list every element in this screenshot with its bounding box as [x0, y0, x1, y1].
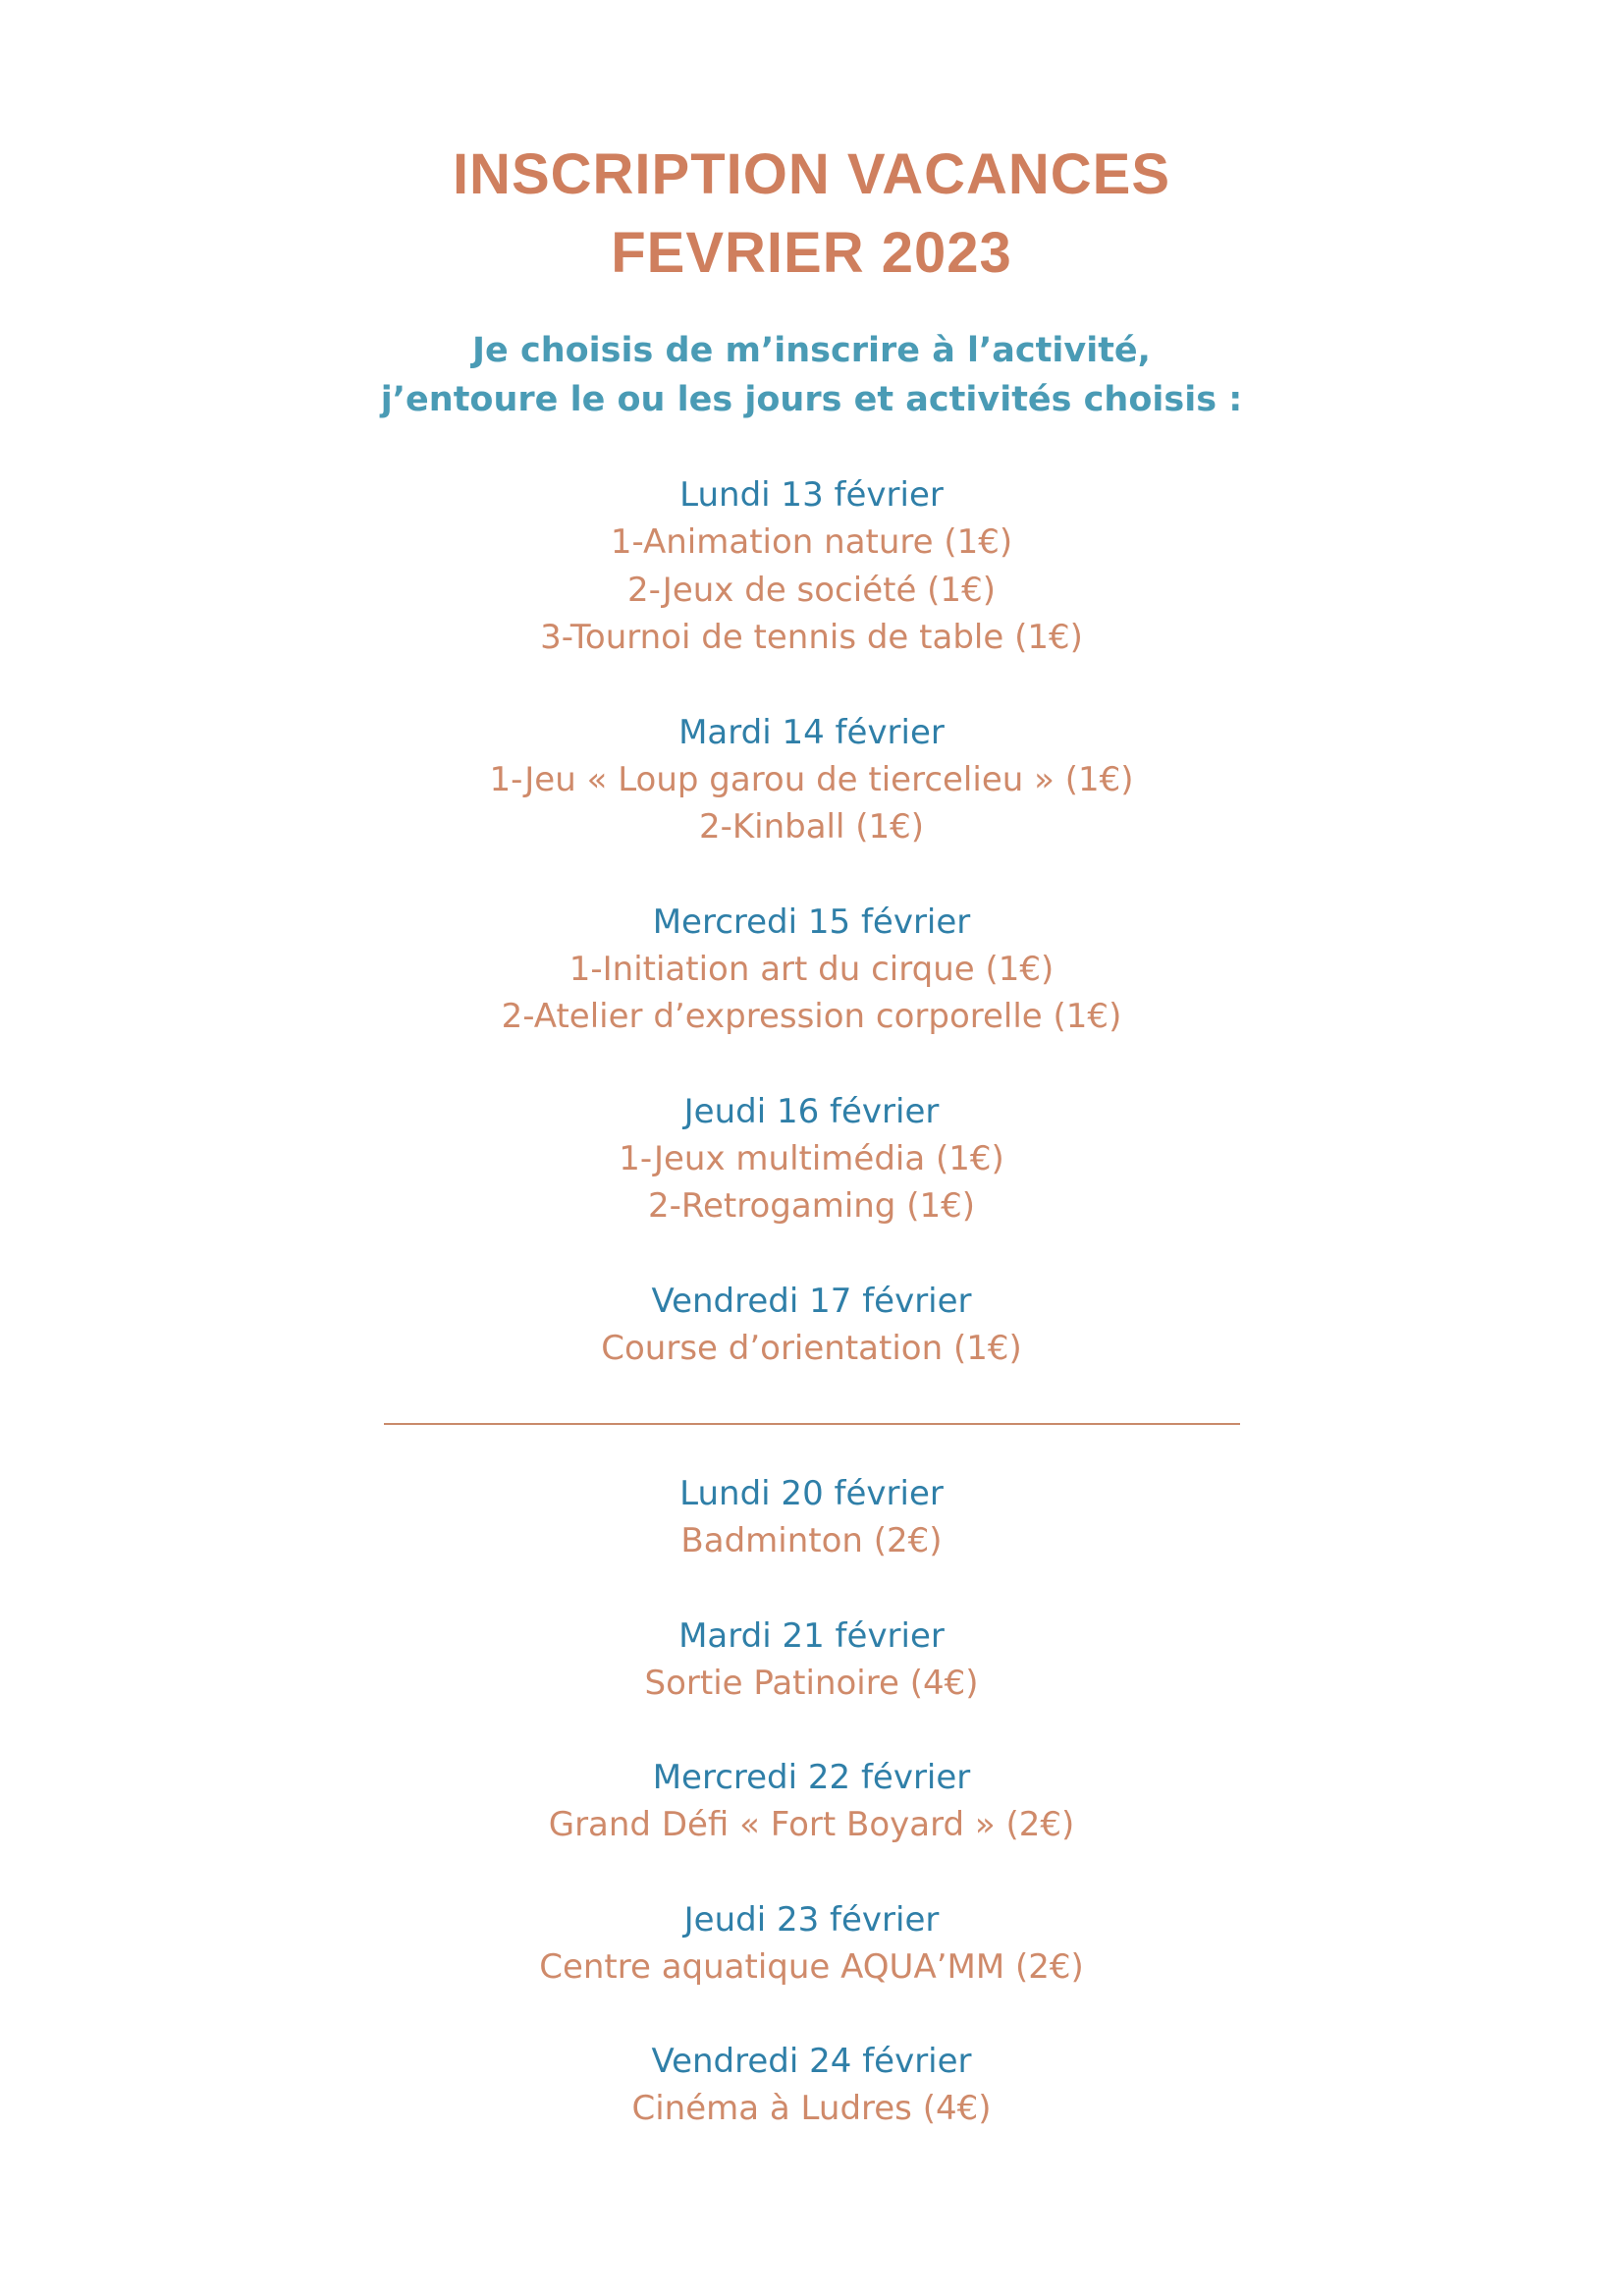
day-group-jeudi-16	[0, 1088, 1623, 1230]
activity-item[interactable]: 1-Initiation art du cirque (1€)	[568, 949, 1055, 989]
day-group-jeudi-23	[0, 1896, 1623, 1992]
activity-item[interactable]: 3-Tournoi de tennis de table (1€)	[540, 618, 1083, 657]
day-group-mardi-21	[0, 1613, 1623, 1708]
day-group-lundi-13	[0, 471, 1623, 662]
day-group-lundi-20	[0, 1470, 1623, 1565]
day-heading: Lundi 13 février	[679, 475, 944, 515]
day-heading: Mercredi 22 février	[652, 1758, 971, 1797]
activity-item[interactable]: 2-Atelier d’expression corporelle (1€)	[501, 997, 1122, 1036]
title-line-1: INSCRIPTION VACANCES	[452, 142, 1171, 206]
day-group-mardi-14	[0, 709, 1623, 851]
day-heading: Lundi 20 février	[679, 1474, 944, 1513]
day-group-vendredi-24	[0, 2038, 1623, 2133]
spacer	[0, 1991, 1623, 2038]
day-group-mercredi-22	[0, 1754, 1623, 1849]
spacer	[0, 1230, 1623, 1278]
activity-item[interactable]: Course d’orientation (1€)	[601, 1328, 1022, 1368]
instructions	[0, 326, 1623, 424]
day-group-vendredi-17	[0, 1278, 1623, 1373]
instructions-line-1: Je choisis de m’inscrire à l’activité,	[472, 331, 1151, 370]
activity-item[interactable]: Badminton (2€)	[680, 1521, 943, 1560]
activity-item[interactable]: Cinéma à Ludres (4€)	[631, 2089, 992, 2128]
activity-schedule	[0, 471, 1623, 2133]
day-heading: Mardi 14 février	[678, 712, 945, 752]
title-line-2: FEVRIER 2023	[611, 221, 1012, 285]
activity-item[interactable]: Centre aquatique AQUA’MM (2€)	[539, 1946, 1084, 1987]
day-heading: Jeudi 16 février	[683, 1091, 940, 1131]
activity-item[interactable]: 1-Animation nature (1€)	[610, 522, 1013, 562]
spacer	[0, 851, 1623, 899]
activity-item[interactable]: 2-Jeux de société (1€)	[627, 570, 996, 610]
activity-item[interactable]: Sortie Patinoire (4€)	[644, 1663, 979, 1703]
spacer	[0, 1565, 1623, 1613]
week-divider	[384, 1423, 1240, 1425]
day-heading: Mercredi 15 février	[652, 902, 971, 942]
activity-item[interactable]: 2-Retrogaming (1€)	[648, 1186, 975, 1226]
spacer	[0, 1849, 1623, 1896]
activity-item[interactable]: 2-Kinball (1€)	[698, 807, 925, 847]
page-title	[0, 136, 1623, 293]
day-group-mercredi-15	[0, 899, 1623, 1041]
day-heading: Vendredi 17 février	[651, 1281, 972, 1321]
spacer	[0, 1041, 1623, 1088]
activity-item[interactable]: 1-Jeu « Loup garou de tiercelieu » (1€)	[489, 759, 1134, 799]
instructions-line-2: j’entoure le ou les jours et activités choisis :	[380, 380, 1243, 419]
spacer	[0, 662, 1623, 709]
activity-item[interactable]: 1-Jeux multimédia (1€)	[619, 1138, 1004, 1178]
day-heading: Mardi 21 février	[678, 1615, 945, 1656]
day-heading: Vendredi 24 février	[651, 2042, 972, 2081]
day-heading: Jeudi 23 février	[683, 1899, 940, 1940]
activity-item[interactable]: Grand Défi « Fort Boyard » (2€)	[548, 1805, 1075, 1844]
spacer	[0, 1707, 1623, 1754]
